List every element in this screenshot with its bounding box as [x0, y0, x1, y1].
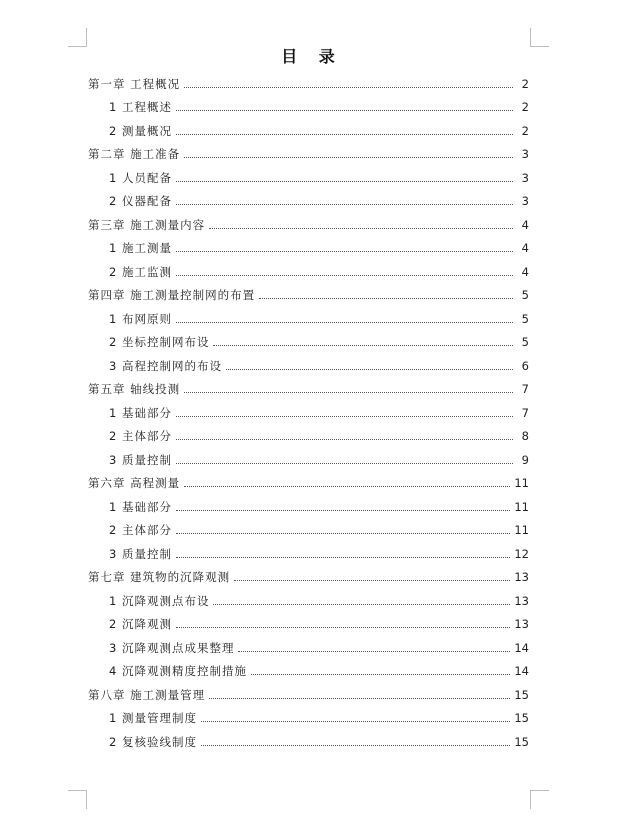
page-title: 目 录 — [281, 47, 343, 66]
toc-dot-leader — [184, 156, 513, 158]
toc-section-entry[interactable] — [88, 190, 529, 214]
toc-section-entry[interactable] — [88, 707, 529, 731]
toc-page-number: 3 — [521, 194, 529, 209]
toc-section-entry[interactable] — [88, 613, 529, 637]
toc-chapter-entry[interactable] — [88, 143, 529, 167]
toc-entry-label: 3 质量控制 — [109, 546, 172, 561]
toc-section-entry[interactable] — [88, 166, 529, 190]
toc-page-number: 7 — [521, 382, 529, 397]
toc-dot-leader — [176, 532, 510, 534]
toc-page-number: 15 — [514, 711, 529, 726]
toc-page-number: 2 — [521, 76, 529, 91]
toc-entry-label: 1 基础部分 — [109, 405, 172, 420]
toc-dot-leader — [176, 462, 513, 464]
toc-section-entry[interactable] — [88, 401, 529, 425]
toc-dot-leader — [184, 86, 513, 88]
toc-entry-label: 3 质量控制 — [109, 452, 172, 467]
toc-entry-label: 2 主体部分 — [109, 429, 172, 444]
toc-chapter-entry[interactable] — [88, 284, 529, 308]
toc-page-number: 5 — [521, 311, 529, 326]
table-of-contents — [88, 72, 529, 754]
toc-entry-label: 第一章 工程概况 — [88, 76, 181, 91]
toc-entry-label: 4 沉降观测精度控制措施 — [109, 664, 247, 679]
toc-section-entry[interactable] — [88, 96, 529, 120]
toc-entry-label: 2 坐标控制网布设 — [109, 335, 210, 350]
toc-page-number: 4 — [521, 241, 529, 256]
toc-dot-leader — [176, 180, 513, 182]
toc-entry-label: 1 沉降观测点布设 — [109, 593, 210, 608]
toc-entry-label: 第八章 施工测量管理 — [88, 687, 206, 702]
toc-dot-leader — [176, 250, 513, 252]
toc-page-number: 2 — [521, 123, 529, 138]
toc-page-number: 11 — [514, 523, 529, 538]
toc-dot-leader — [209, 227, 513, 229]
toc-entry-label: 2 测量概况 — [109, 123, 172, 138]
toc-page-number: 13 — [514, 570, 529, 585]
toc-page-number: 8 — [521, 429, 529, 444]
toc-entry-label: 1 基础部分 — [109, 499, 172, 514]
toc-entry-label: 3 沉降观测点成果整理 — [109, 640, 235, 655]
toc-entry-label: 第六章 高程测量 — [88, 476, 181, 491]
toc-dot-leader — [209, 697, 510, 699]
toc-entry-label: 第七章 建筑物的沉降观测 — [88, 570, 231, 585]
crop-mark-bottom-right — [530, 790, 549, 809]
toc-page-number: 11 — [514, 499, 529, 514]
toc-entry-label: 2 施工监测 — [109, 264, 172, 279]
toc-page-number: 5 — [521, 288, 529, 303]
toc-page-number: 14 — [514, 664, 529, 679]
toc-dot-leader — [176, 509, 510, 511]
toc-dot-leader — [201, 720, 510, 722]
toc-dot-leader — [226, 368, 513, 370]
toc-section-entry[interactable] — [88, 307, 529, 331]
toc-page-number: 13 — [514, 617, 529, 632]
toc-dot-leader — [176, 109, 513, 111]
toc-dot-leader — [176, 203, 513, 205]
toc-page-number: 13 — [514, 593, 529, 608]
toc-dot-leader — [201, 744, 510, 746]
toc-entry-label: 2 沉降观测 — [109, 617, 172, 632]
toc-dot-leader — [259, 297, 513, 299]
toc-section-entry[interactable] — [88, 237, 529, 261]
toc-entry-label: 第五章 轴线投测 — [88, 382, 181, 397]
toc-section-entry[interactable] — [88, 730, 529, 754]
toc-dot-leader — [213, 603, 510, 605]
toc-page-number: 5 — [521, 335, 529, 350]
toc-entry-label: 第二章 施工准备 — [88, 147, 181, 162]
toc-dot-leader — [176, 321, 513, 323]
toc-entry-label: 1 人员配备 — [109, 170, 172, 185]
toc-entry-label: 2 仪器配备 — [109, 194, 172, 209]
toc-page-number: 2 — [521, 100, 529, 115]
crop-mark-bottom-left — [68, 790, 87, 809]
toc-section-entry[interactable] — [88, 425, 529, 449]
toc-page-number: 14 — [514, 640, 529, 655]
toc-page-number: 4 — [521, 264, 529, 279]
toc-section-entry[interactable] — [88, 119, 529, 143]
toc-dot-leader — [176, 133, 513, 135]
toc-section-entry[interactable] — [88, 354, 529, 378]
toc-section-entry[interactable] — [88, 589, 529, 613]
toc-section-entry[interactable] — [88, 660, 529, 684]
toc-page-number: 9 — [521, 452, 529, 467]
toc-dot-leader — [176, 438, 513, 440]
toc-page-number: 4 — [521, 217, 529, 232]
toc-entry-label: 1 布网原则 — [109, 311, 172, 326]
toc-page-number: 11 — [514, 476, 529, 491]
toc-page-number: 6 — [521, 358, 529, 373]
toc-dot-leader — [234, 579, 510, 581]
toc-dot-leader — [176, 556, 510, 558]
toc-entry-label: 1 施工测量 — [109, 241, 172, 256]
toc-entry-label: 第四章 施工测量控制网的布置 — [88, 288, 256, 303]
toc-chapter-entry[interactable] — [88, 72, 529, 96]
toc-entry-label: 2 主体部分 — [109, 523, 172, 538]
toc-chapter-entry[interactable] — [88, 683, 529, 707]
toc-entry-label: 1 测量管理制度 — [109, 711, 197, 726]
toc-chapter-entry[interactable] — [88, 378, 529, 402]
toc-dot-leader — [184, 485, 510, 487]
toc-page-number: 7 — [521, 405, 529, 420]
toc-dot-leader — [213, 344, 513, 346]
toc-dot-leader — [176, 626, 510, 628]
toc-section-entry[interactable] — [88, 519, 529, 543]
toc-page-number: 12 — [514, 546, 529, 561]
toc-section-entry[interactable] — [88, 636, 529, 660]
toc-section-entry[interactable] — [88, 331, 529, 355]
toc-section-entry[interactable] — [88, 448, 529, 472]
toc-page-number: 15 — [514, 687, 529, 702]
toc-entry-label: 第三章 施工测量内容 — [88, 217, 206, 232]
toc-entry-label: 1 工程概述 — [109, 100, 172, 115]
toc-dot-leader — [184, 391, 513, 393]
toc-entry-label: 2 复核验线制度 — [109, 734, 197, 749]
toc-page-number: 3 — [521, 147, 529, 162]
toc-page-number: 3 — [521, 170, 529, 185]
toc-dot-leader — [176, 415, 513, 417]
toc-dot-leader — [251, 673, 510, 675]
toc-section-entry[interactable] — [88, 542, 529, 566]
toc-chapter-entry[interactable] — [88, 472, 529, 496]
toc-dot-leader — [238, 650, 510, 652]
toc-chapter-entry[interactable] — [88, 566, 529, 590]
toc-section-entry[interactable] — [88, 495, 529, 519]
toc-section-entry[interactable] — [88, 260, 529, 284]
toc-dot-leader — [176, 274, 513, 276]
toc-page-number: 15 — [514, 734, 529, 749]
toc-entry-label: 3 高程控制网的布设 — [109, 358, 222, 373]
toc-chapter-entry[interactable] — [88, 213, 529, 237]
